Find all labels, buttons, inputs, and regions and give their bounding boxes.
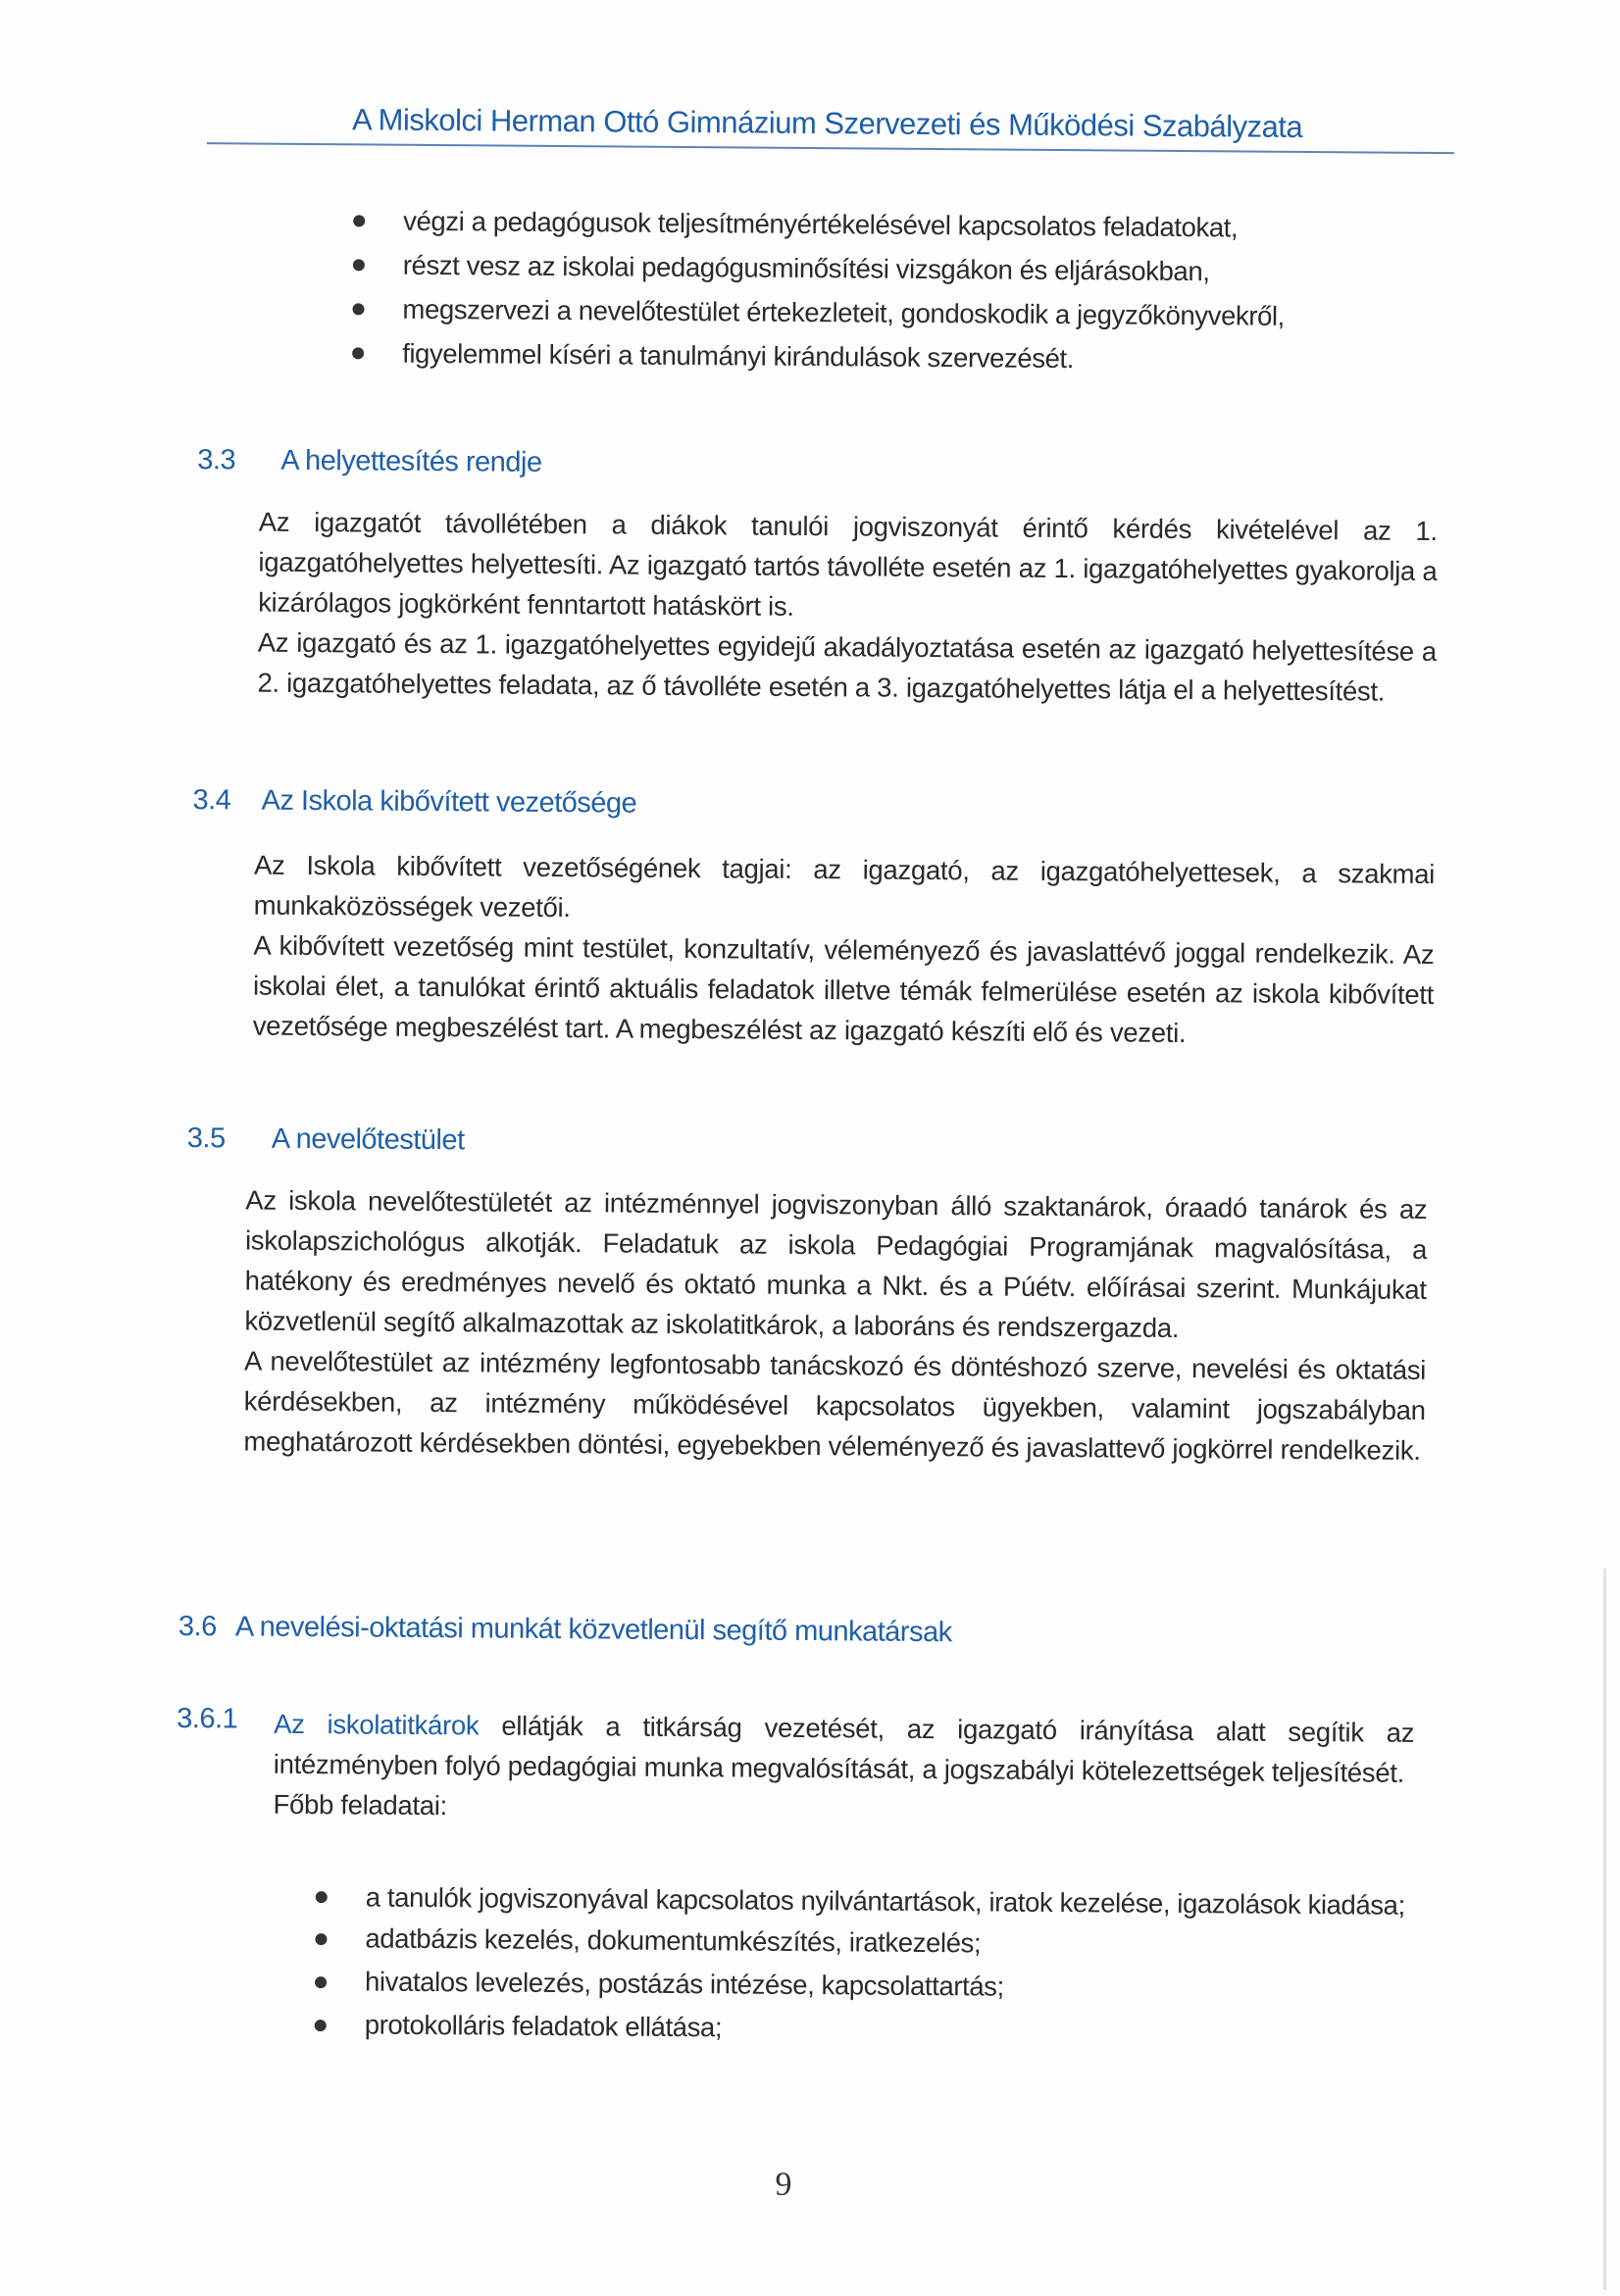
paragraph: Az iskolatitkárok ellátják a titkárság vezetését, az igazgató irányítása alatt segítik az intézményben folyó pedagógiai munka megvalósítását, a jogszabályi kötelezettségek teljesítését.: [273, 1708, 1415, 1788]
list-item: megszervezi a nevelőtestület értekezleteit, gondoskodik a jegyzőkönyvekről,: [402, 287, 1285, 338]
intro-bullet-list: [402, 199, 1286, 382]
tasks-bullet-list: [365, 1877, 1415, 2055]
section-number-3-6-1: 3.6.1: [177, 1702, 238, 1735]
section-heading-3-3: 3.3 A helyettesítés rendje: [197, 444, 542, 478]
list-item: protokolláris feladatok ellátása;: [365, 2003, 1414, 2054]
bullet-icon: [315, 1933, 327, 1945]
bullet-icon: [352, 347, 364, 359]
list-item: hivatalos levelezés, postázás intézése, kapcsolattartás;: [365, 1960, 1414, 2011]
section-3-5-body: [243, 1180, 1427, 1471]
bullet-icon: [353, 215, 365, 226]
section-heading-3-5: 3.5 A nevelőtestület: [186, 1123, 465, 1157]
bullet-icon: [316, 1891, 328, 1903]
paragraph: Az igazgató és az 1. igazgatóhelyettes egyidejű akadályoztatása esetén az igazgató helyettesítése a 2. igazgatóhelyettes feladata, az ő távolléte esetén a 3. igazgatóhelyettes látja el a helyettesítést.: [257, 626, 1437, 707]
section-3-3-body: [257, 502, 1438, 712]
section-3-6-1-body: [273, 1704, 1414, 1833]
list-item: adatbázis kezelés, dokumentumkészítés, iratkezelés;: [365, 1917, 1414, 1968]
section-heading-3-4: 3.4 Az Iskola kibővített vezetősége: [192, 784, 637, 820]
list-item: a tanulók jogviszonyával kapcsolatos nyilvántartások, iratok kezelése, igazolások kiadása;: [366, 1877, 1415, 1925]
bullet-icon: [352, 303, 364, 315]
tasks-label: Főbb feladatai:: [273, 1788, 448, 1822]
bullet-icon: [353, 259, 365, 271]
list-item: figyelemmel kíséri a tanulmányi kirándulások szervezését.: [402, 331, 1285, 382]
document-header-title: A Miskolci Herman Ottó Gimnázium Szervezeti és Működési Szabályzata: [351, 102, 1303, 144]
paragraph: Az iskola nevelőtestületét az intézménnyel jogviszonyban álló szaktanárok, óraadó tanárok és az iskolapszichológus alkotják. Feladatuk az iskola Pedagógiai Programjának magvalósítása, a hatékony és eredményes nevelő és oktató munka a Nkt. és a Púétv. előírásai szerint. Munkájukat közvetlenül segítő alkalmazottak az iskolatitkárok, a laboráns és rendszergazda.: [244, 1184, 1428, 1343]
paragraph: Az Iskola kibővített vezetőségének tagjai: az igazgató, az igazgatóhelyettesek, a szakmai munkaközösségek vezetői.: [253, 849, 1436, 923]
section-heading-3-6: 3.6 A nevelési-oktatási munkát közvetlenül segítő munkatársak: [177, 1610, 952, 1649]
paragraph: A kibővített vezetőség mint testület, konzultatív, véleményező és javaslattévő joggal rendelkezik. Az iskolai élet, a tanulókat érintő aktuális feladatok illetve témák felmerülése esetén az iskola kibővített vezetősége megbeszélést tart. A megbeszélést az igazgató készíti elő és vezeti.: [252, 929, 1435, 1049]
list-item: részt vesz az iskolai pedagógusminősítési vizsgákon és eljárásokban,: [403, 243, 1286, 294]
scan-edge-shadow: [1603, 1569, 1606, 2290]
section-3-4-body: [253, 845, 1436, 1055]
bullet-icon: [315, 2020, 327, 2031]
paragraph: Az igazgatót távollétében a diákok tanulói jogviszonyát érintő kérdés kivételével az 1. igazgatóhelyettes helyettesíti. Az igazgató tartós távolléte esetén az 1. igazgatóhelyettes gyakorolja a kizárólagos jogkörként fenntartott hatáskört is.: [258, 506, 1438, 622]
page-number: 9: [775, 2166, 792, 2203]
highlight-term: Az iskolatitkárok: [274, 1708, 480, 1741]
bullet-icon: [315, 1976, 327, 1988]
list-item: végzi a pedagógusok teljesítményértékelésével kapcsolatos feladatokat,: [403, 199, 1286, 250]
paragraph: A nevelőtestület az intézmény legfontosabb tanácskozó és döntéshozó szerve, nevelési és oktatási kérdésekben, az intézmény működésével kapcsolatos ügyekben, valamint jogszabályban meghatározott kérdésekben döntési, egyebekben véleményező és javaslattevő jogkörrel rendelkezik.: [243, 1345, 1427, 1466]
